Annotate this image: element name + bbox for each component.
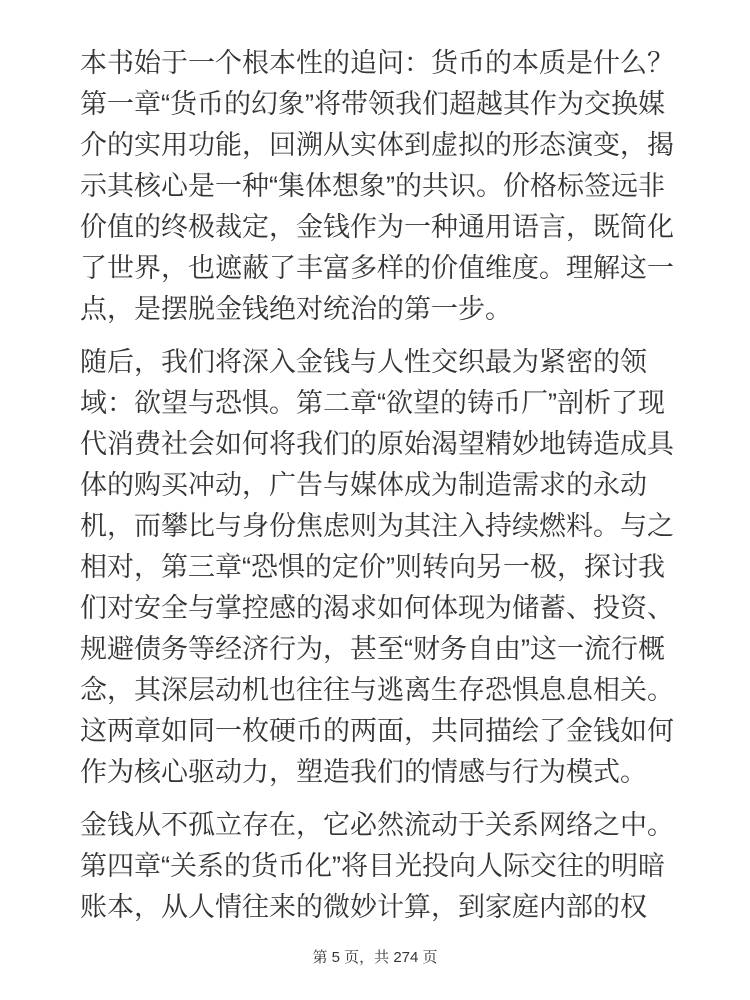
page-content: [80, 43, 676, 940]
paragraph-3: 金钱从不孤立存在，它必然流动于关系网络之中。第四章“关系的货币化”将目光投向人际交往的明暗账本，从人情往来的微妙计算，到家庭内部的权: [80, 810, 674, 922]
paragraph-2: 随后，我们将深入金钱与人性交织最为紧密的领域：欲望与恐惧。第二章“欲望的铸币厂”剖析了现代消费社会如何将我们的原始渴望精妙地铸造成具体的购买冲动，广告与媒体成为制造需求的永动机，而攀比与身份焦虑则为其注入持续燃料。与之相对，第三章“恐惧的定价”则转向另一极，探讨我们对安全与掌控感的渴求如何体现为储蓄、投资、规避债务等经济行为，甚至“财务自由”这一流行概念，其深层动机也往往与逃离生存恐惧息息相关。这两章如同一枚硬币的两面，共同描绘了金钱如何作为核心驱动力，塑造我们的情感与行为模式。: [80, 347, 674, 787]
page-number-indicator: 第 5 页，共 274 页: [312, 949, 438, 966]
paragraph-1: 本书始于一个根本性的追问：货币的本质是什么？第一章“货币的幻象”将带领我们超越其作为交换媒介的实用功能，回溯从实体到虚拟的形态演变，揭示其核心是一种“集体想象”的共识。价格标签远非价值的终极裁定，金钱作为一种通用语言，既简化了世界，也遮蔽了丰富多样的价值维度。理解这一点，是摆脱金钱绝对统治的第一步。: [80, 48, 674, 324]
